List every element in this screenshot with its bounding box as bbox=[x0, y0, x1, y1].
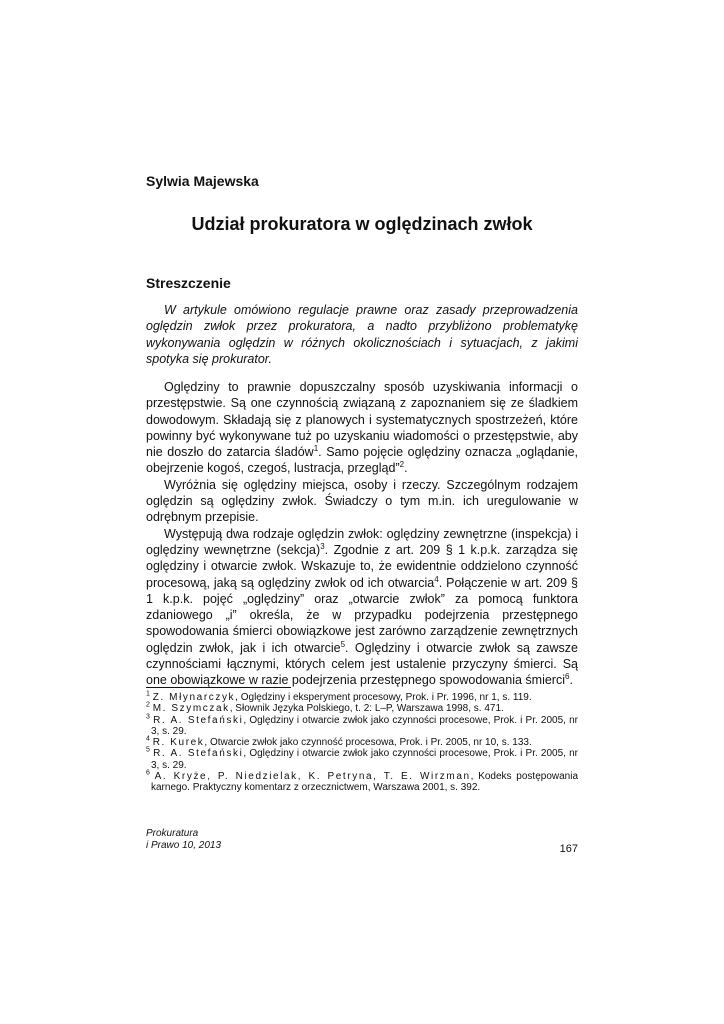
footnote-text: , Słownik Języka Polskiego, t. 2: L–P, Warszawa 1998, s. 471. bbox=[229, 703, 504, 715]
page-number: 167 bbox=[559, 843, 578, 855]
footnote bbox=[146, 703, 578, 714]
paragraph-1-text-a: Oględziny to prawnie dopuszczalny sposób uzyskiwania informacji o przestępstwie. Są one czynnością związaną z zapoznaniem się ze śladkiem dowodowym. Składają się z planowych i systematycznych spostrzeżeń, które powinny być wykonywane tuż po uzyskaniu wiadomości o przestępstwie, aby nie doszło do zatarcia śladów bbox=[146, 380, 578, 460]
footnote-author: Z. Młynarczyk bbox=[152, 692, 236, 703]
footnote-ref-4: 4 bbox=[434, 574, 439, 584]
footnote-number: 2 bbox=[146, 701, 150, 709]
journal-issue: i Prawo 10, 2013 bbox=[146, 839, 222, 851]
journal-name: Prokuratura bbox=[146, 828, 199, 839]
abstract-text: W artykule omówiono regulacje prawne oraz zasady przeprowadzenia oględzin zwłok przez prokuratora, a nadto przybliżono problematykę wykonywania oględzin w różnych okolicznościach i sytuacjach, z jakimi spotyka się prokurator. bbox=[146, 303, 578, 366]
footnote-ref-5: 5 bbox=[340, 639, 346, 649]
footnote-author: R. A. Stefański bbox=[153, 748, 244, 760]
footnote-ref-2: 2 bbox=[399, 460, 405, 470]
footnote-ref-3: 3 bbox=[320, 541, 325, 551]
footnote-text: , Oględziny i otwarcie zwłok jako czynności procesowe, Prok. i Pr. 2005, nr 3, s. 29. bbox=[151, 714, 578, 737]
footnote-number: 4 bbox=[146, 735, 150, 743]
footnotes bbox=[146, 692, 578, 794]
footnote-ref-6: 6 bbox=[565, 672, 570, 682]
paragraph-1-text-c: . bbox=[404, 461, 408, 476]
footnote-author: M. Szymczak bbox=[152, 703, 230, 715]
footnote-separator bbox=[146, 687, 291, 688]
footnote-author: R. A. Stefański bbox=[153, 714, 244, 726]
footnote bbox=[146, 771, 578, 794]
footnote-author: R. Kurek bbox=[152, 737, 205, 749]
footnote-author: A. Kryże, P. Niedzielak, K. Petryna, T. E. Wirzman bbox=[154, 771, 471, 783]
footnote-number: 1 bbox=[146, 690, 150, 698]
paragraph-3-text-d: . Oględziny i otwarcie zwłok są zawsze czynnościami łącznymi, których celem jest ustalenie przyczyny śmierci. Są one obowiązkowe w razie podejrzenia przestępnego spowodowania śmierci bbox=[146, 640, 578, 688]
footnote bbox=[146, 748, 578, 771]
paragraph-1 bbox=[146, 379, 578, 477]
footnote-text: , Kodeks postępowania karnego. Praktyczny komentarz z orzecznictwem, Warszawa 2001, s. 392. bbox=[151, 771, 579, 794]
footnote-ref-1: 1 bbox=[313, 444, 319, 454]
article-body bbox=[146, 379, 578, 689]
footnote bbox=[146, 737, 578, 748]
journal-info bbox=[146, 828, 221, 851]
footnote-text: , Oględziny i eksperyment procesowy, Prok. i Pr. 1996, nr 1, s. 119. bbox=[235, 692, 532, 703]
article-title: Udział prokuratora w oględzinach zwłok bbox=[191, 214, 533, 234]
abstract-heading: Streszczenie bbox=[146, 275, 231, 291]
footnote bbox=[146, 692, 578, 703]
footnote-text: , Otwarcie zwłok jako czynność procesowa, Prok. i Pr. 2005, nr 10, s. 133. bbox=[204, 737, 532, 749]
footnote-number: 6 bbox=[146, 769, 150, 777]
paragraph-2: Wyróżnia się oględziny miejsca, osoby i rzeczy. Szczególnym rodzajem oględzin są oględziny zwłok. Świadczy o tym m.in. ich uregulowanie w odrębnym przepisie. bbox=[146, 477, 578, 525]
footnote bbox=[146, 715, 578, 738]
paragraph-3-text-a: Występują dwa rodzaje oględzin zwłok: oględziny zewnętrzne (inspekcja) i oględziny wewnętrzne (sekcja) bbox=[146, 526, 578, 557]
footnote-number: 5 bbox=[146, 747, 150, 755]
author-name: Sylwia Majewska bbox=[146, 173, 259, 189]
paragraph-3 bbox=[146, 526, 578, 689]
paragraph-3-text-b: . Zgodnie z art. 209 § 1 k.p.k. zarządza się oględziny i otwarcie zwłok. Wskazuje to, że ewidentnie oddzielono czynność procesową, jaką są oględziny zwłok od ich otwarcia bbox=[146, 542, 579, 590]
footnote-text: , Oględziny i otwarcie zwłok jako czynności procesowe, Prok. i Pr. 2005, nr 3, s. 29. bbox=[151, 748, 578, 771]
paragraph-3-text-e: . bbox=[569, 673, 573, 688]
footnote-number: 3 bbox=[146, 713, 150, 721]
paragraph-3-text-c: . Połączenie w art. 209 § 1 k.p.k. pojęć „oględziny” oraz „otwarcie zwłok” za pomocą funktora zdaniowego „i” określa, że w przypadku podejrzenia przestępnego spowodowania śmierci obowiązkowe jest zarówno zarządzenie zewnętrznych oględzin zwłok, jak i ich otwarcie bbox=[146, 575, 578, 655]
paragraph-1-text-b: . Samo pojęcie oględziny oznacza „oglądanie, obejrzenie kogoś, czegoś, lustracja, przegląd” bbox=[146, 445, 578, 476]
